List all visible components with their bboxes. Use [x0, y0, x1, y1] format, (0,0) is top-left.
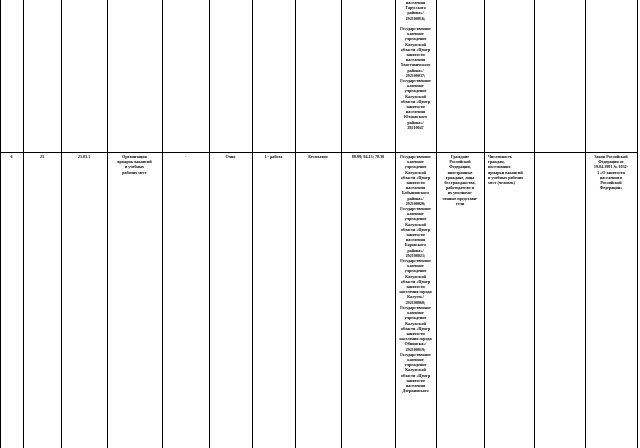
- table-column-divider: [61, 0, 62, 448]
- table-row-divider: [0, 152, 637, 153]
- okved-cell: 88.99; 84.13; 78.30: [351, 154, 385, 159]
- delivery-form-cell: Очно: [225, 154, 236, 159]
- table-column-divider: [341, 0, 342, 448]
- table-column-divider: [534, 0, 535, 448]
- service-name-cell: Организация ярмарок вакансий и учебных рабочих мест: [117, 154, 152, 175]
- table-border-right: [637, 0, 638, 448]
- continued-providers-cell: населения Тарусского района»/ 292100016; Государственное казенное учреждение Калужской области «Центр занятости населения Хвастовичского района»/ 292100037; Государственное казенное учреждение Калужской области «Центр занятости населения Юхновского района»/ 29210047: [400, 0, 431, 130]
- table-column-divider: [162, 0, 163, 448]
- table-border-left: [0, 0, 1, 448]
- table-column-divider: [107, 0, 108, 448]
- article-code-cell: 23.03.1: [77, 154, 91, 159]
- service-code-cell: 23: [39, 154, 45, 159]
- consumers-cell: Граждане Российской Федерации, иностранные граждане, лица без гражданства, работодатели и их уполномо- ченные представи- тели: [442, 154, 478, 206]
- table-column-divider: [484, 0, 485, 448]
- unit-cell: 1 - работа: [264, 154, 283, 159]
- table-column-divider: [209, 0, 210, 448]
- table-column-divider: [585, 0, 586, 448]
- indicator-cell: Численность граждан, посетивших ярмарки вакансий и учебных рабочих мест (человек): [488, 154, 524, 186]
- providers-cell: Государственное казенное учреждение Калужской области «Центр занятости населения Бабынинского района»/ 292100020; Государственное казенное учреждение Калужской области «Центр занятости населения Боровского района»/ 292100021; Государственное казенное учреждение Калужской области «Центр занятости населения города Калуги»/ 292100060; Государственное казенное учреждение Калужской области «Центр занятости населения города Обнинска»/ 292100019; Государственное казенное учреждение Калужской области «Центр занятости населения Дзержинского: [399, 154, 432, 394]
- table-column-divider: [23, 0, 24, 448]
- row-number-cell: 6: [10, 154, 13, 159]
- empty-value-cell: -: [184, 154, 187, 159]
- table-column-divider: [295, 0, 296, 448]
- fee-cell: Бесплатно: [308, 154, 328, 159]
- table-column-divider: [252, 0, 253, 448]
- legal-basis-cell: Закон Российской Федерации от 19.04.1991 № 1032- 1 «О занятости населения в Российской Федерации»: [593, 154, 629, 191]
- table-column-divider: [436, 0, 437, 448]
